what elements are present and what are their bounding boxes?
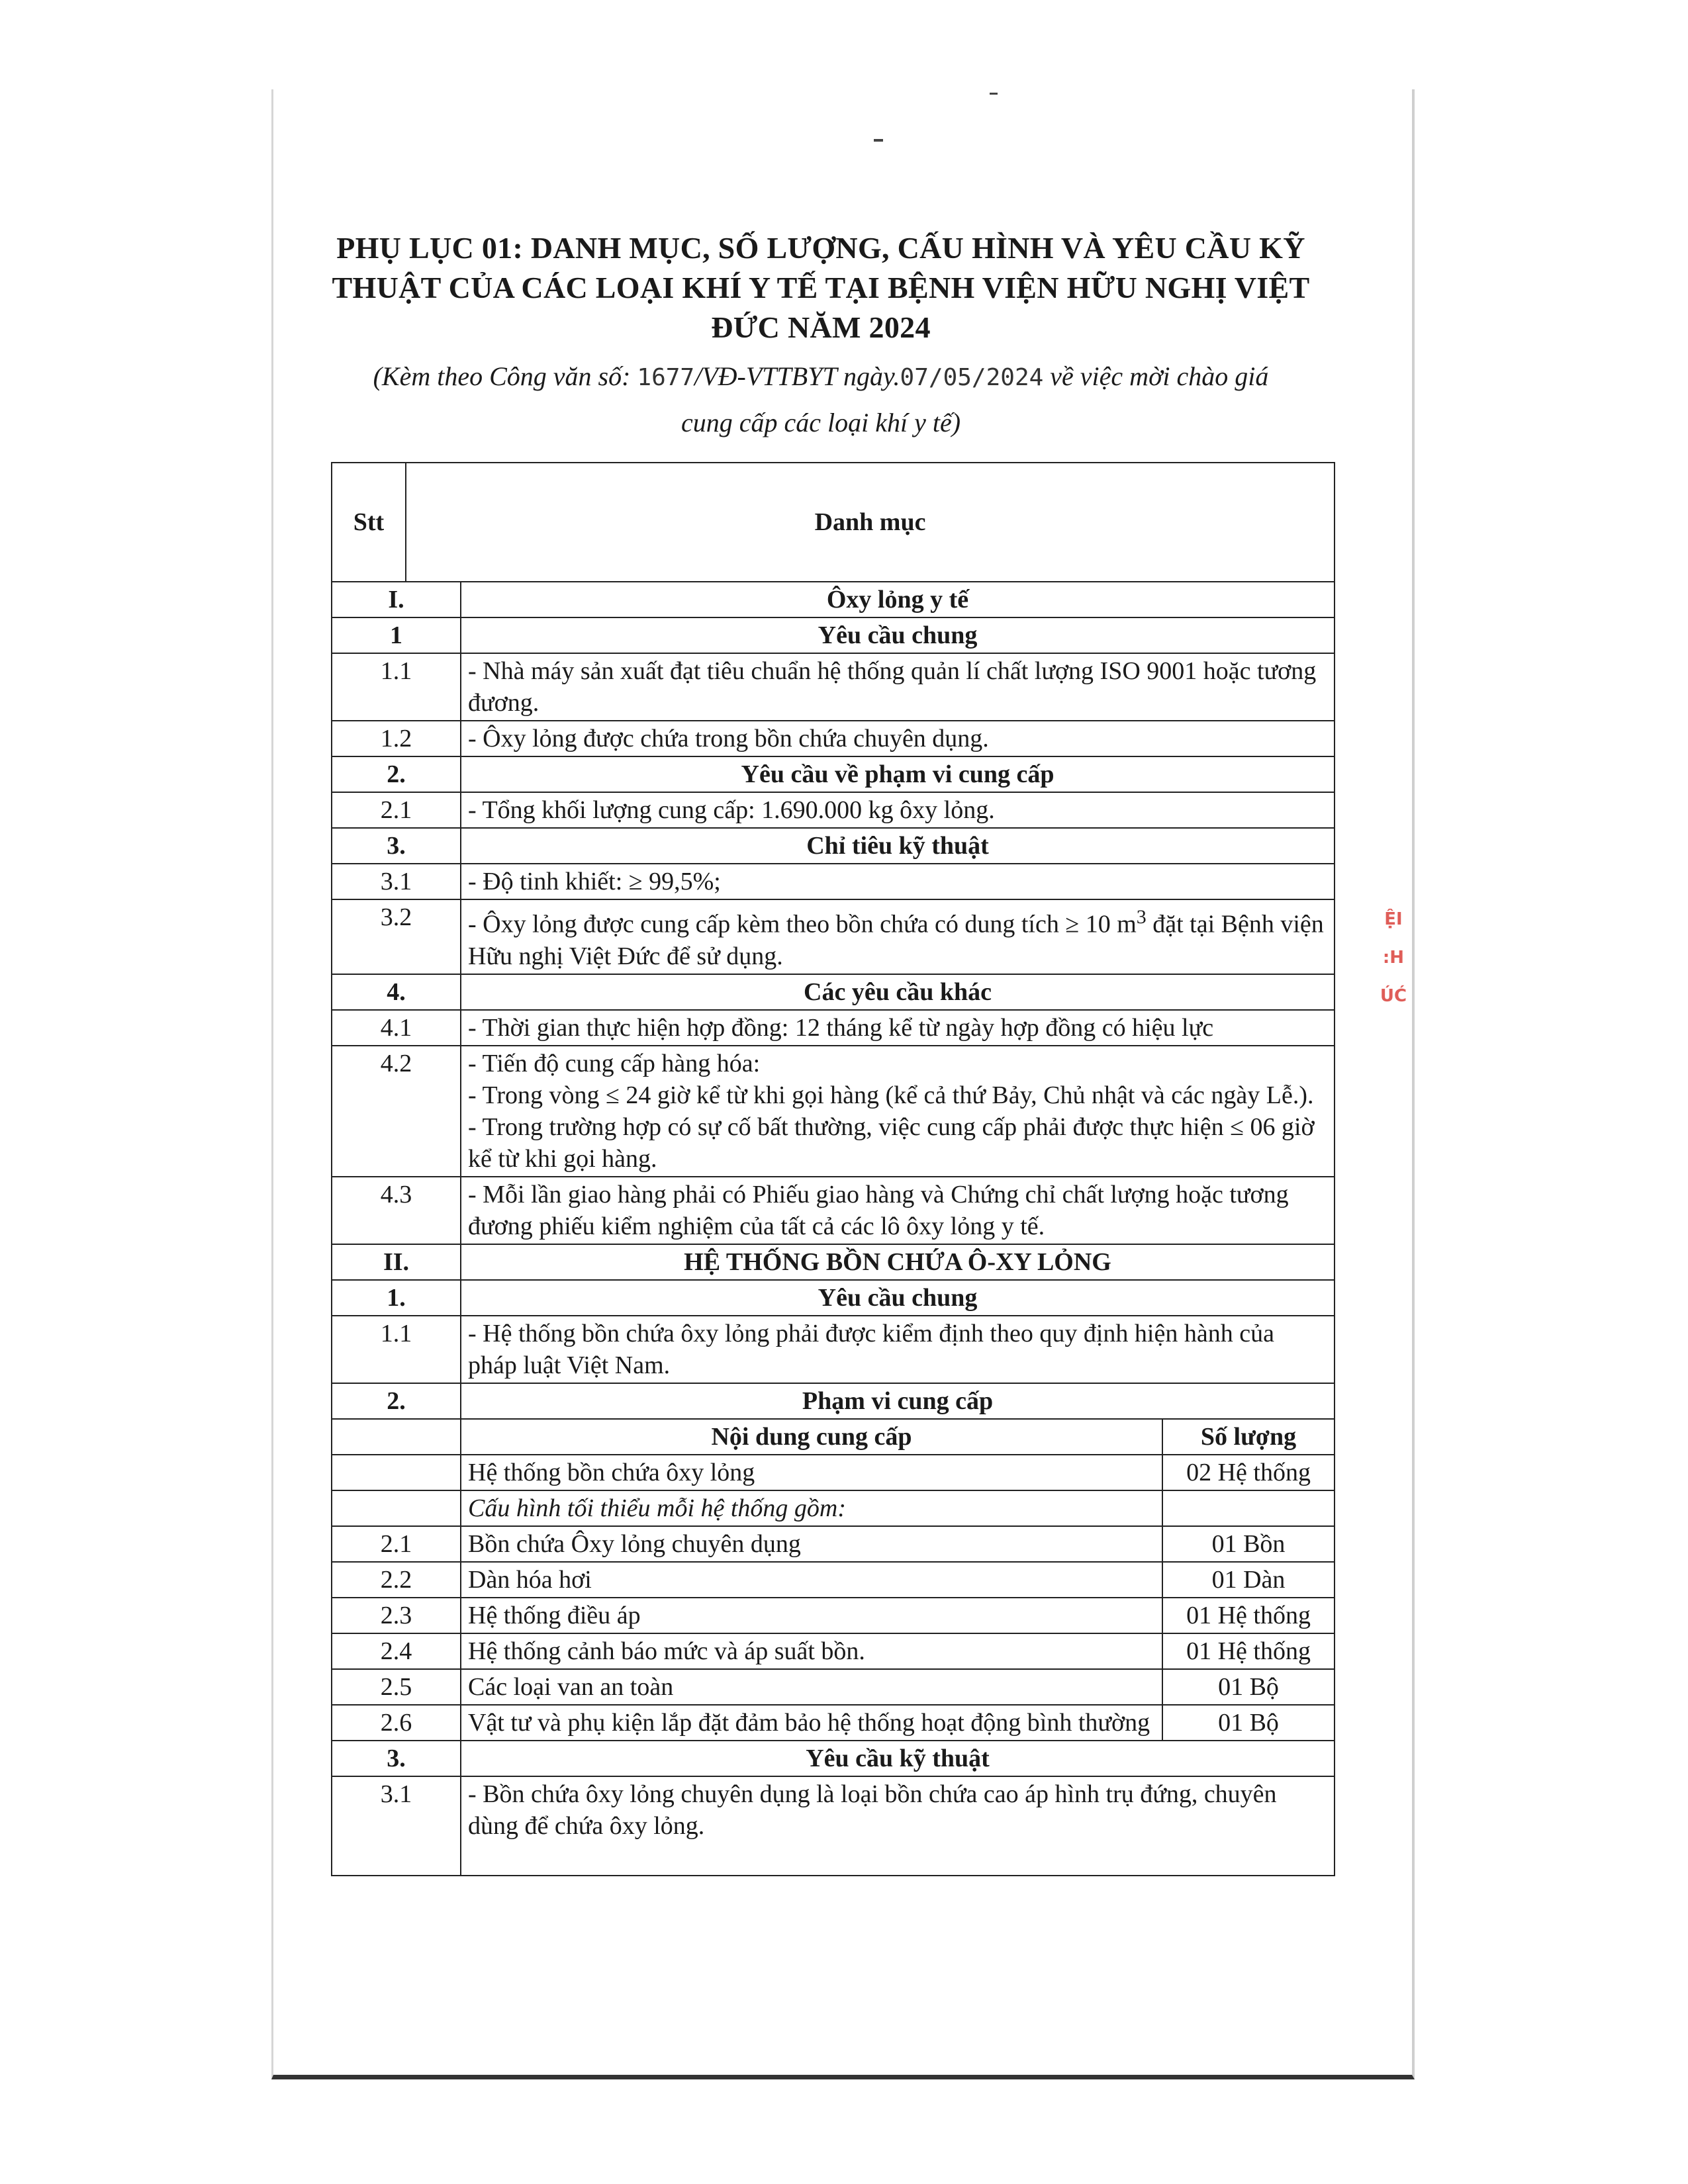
table-row (332, 792, 1335, 828)
row-text: - Thời gian thực hiện hợp đồng: 12 tháng kể từ ngày hợp đồng có hiệu lực (461, 1010, 1335, 1046)
handwritten-date: 07/05/2024 (900, 364, 1044, 391)
row-stt: II. (332, 1244, 461, 1280)
scope-qty: 01 Bồn (1162, 1526, 1335, 1562)
scope-row (332, 1562, 1335, 1598)
row-section-heading: Yêu cầu chung (461, 617, 1335, 653)
subtitle-part-2: /VĐ-VTTBYT ngày. (694, 361, 900, 391)
row-text: - Độ tinh khiết: ≥ 99,5%; (461, 864, 1335, 899)
stamp-fragment: ÚĆ (1380, 986, 1407, 1006)
scope-qty (1162, 1490, 1335, 1526)
scope-header-row (332, 1419, 1335, 1455)
handwritten-document-number: 1677 (637, 364, 695, 391)
scope-stt (332, 1490, 461, 1526)
row-text: - Ôxy lỏng được chứa trong bồn chứa chuyên dụng. (461, 721, 1335, 756)
row-stt: 1.1 (332, 653, 461, 721)
row-stt: 3.1 (332, 1776, 461, 1876)
row-stt: 3. (332, 828, 461, 864)
scope-stt: 2.1 (332, 1526, 461, 1562)
document-subtitle (311, 354, 1331, 445)
scope-qty: 01 Dàn (1162, 1562, 1335, 1598)
row-section-heading: Các yêu cầu khác (461, 974, 1335, 1010)
table-row (332, 653, 1335, 721)
row-stt: 1.2 (332, 721, 461, 756)
row-stt: 1. (332, 1280, 461, 1316)
row-text: - Nhà máy sản xuất đạt tiêu chuẩn hệ thống quản lí chất lượng ISO 9001 hoặc tương đương. (461, 653, 1335, 721)
row-text: - Bồn chứa ôxy lỏng chuyên dụng là loại bồn chứa cao áp hình trụ đứng, chuyên dùng để chứa ôxy lỏng. (461, 1776, 1335, 1876)
scope-qty: 01 Bộ (1162, 1705, 1335, 1741)
scope-stt: 2.4 (332, 1633, 461, 1669)
red-stamp-fragment (1374, 900, 1413, 1138)
row-section-heading: Yêu cầu chung (461, 1280, 1335, 1316)
row-stt: 2. (332, 756, 461, 792)
row-section-heading: Yêu cầu về phạm vi cung cấp (461, 756, 1335, 792)
scan-mark (990, 93, 998, 95)
table-row (332, 1316, 1335, 1383)
scan-mark (874, 139, 883, 142)
title-line-3: ĐỨC NĂM 2024 (711, 310, 931, 344)
table-row (332, 1741, 1335, 1776)
scope-qty: 01 Bộ (1162, 1669, 1335, 1705)
row-text (461, 899, 1335, 974)
scope-row (332, 1455, 1335, 1490)
title-line-1: PHỤ LỤC 01: DANH MỤC, SỐ LƯỢNG, CẤU HÌNH VÀ YÊU CẦU KỸ (336, 231, 1305, 265)
scope-stt (332, 1455, 461, 1490)
scope-qty: 02 Hệ thống (1162, 1455, 1335, 1490)
row-section-heading: Yêu cầu kỹ thuật (461, 1741, 1335, 1776)
table-row (332, 617, 1335, 653)
header-stt: Stt (332, 463, 406, 582)
scope-qty: 01 Hệ thống (1162, 1633, 1335, 1669)
table-row (332, 1244, 1335, 1280)
table-row (332, 864, 1335, 899)
table-row (332, 974, 1335, 1010)
title-line-2: THUẬT CỦA CÁC LOẠI KHÍ Y TẾ TẠI BỆNH VIỆN HỮU NGHỊ VIỆT (332, 271, 1310, 304)
row-stt: 2. (332, 1383, 461, 1419)
row-text-line: - Trong vòng ≤ 24 giờ kể từ khi gọi hàng (kể cả thứ Bảy, Chủ nhật và các ngày Lễ.). (468, 1081, 1314, 1109)
scope-stt: 2.3 (332, 1598, 461, 1633)
table-row (332, 1046, 1335, 1177)
scope-header-content: Nội dung cung cấp (461, 1419, 1162, 1455)
row-section-heading: Phạm vi cung cấp (461, 1383, 1335, 1419)
row-text: - Hệ thống bồn chứa ôxy lỏng phải được kiểm định theo quy định hiện hành của pháp luật Việt Nam. (461, 1316, 1335, 1383)
row-text-part-a: - Ôxy lỏng được cung cấp kèm theo bồn chứa có dung tích ≥ 10 m (468, 910, 1137, 938)
stamp-fragment: :H (1382, 948, 1405, 968)
row-stt: 4.1 (332, 1010, 461, 1046)
row-text-part-b: đặt tại Bệnh viện Hữu nghị Việt Đức để sử dụng. (468, 910, 1324, 970)
subtitle-line-1 (311, 354, 1331, 400)
scope-stt: 2.2 (332, 1562, 461, 1598)
row-text-line: - Trong trường hợp có sự cố bất thường, việc cung cấp phải được thực hiện ≤ 06 giờ kể từ khi gọi hàng. (468, 1113, 1315, 1173)
subtitle-part-3: về việc mời chào giá (1043, 361, 1269, 391)
row-section-heading: HỆ THỐNG BỒN CHỨA Ô-XY LỎNG (461, 1244, 1335, 1280)
table-row (332, 756, 1335, 792)
table-row (332, 582, 1335, 617)
row-section-heading: Ôxy lỏng y tế (461, 582, 1335, 617)
header-danh-muc: Danh mục (406, 463, 1335, 582)
subtitle-part-1: (Kèm theo Công văn số: (373, 361, 637, 391)
table-row (332, 721, 1335, 756)
scope-qty: 01 Hệ thống (1162, 1598, 1335, 1633)
scope-row (332, 1669, 1335, 1705)
row-stt: 3. (332, 1741, 461, 1776)
row-stt: 1.1 (332, 1316, 461, 1383)
specification-table (331, 462, 1334, 1876)
row-stt: 3.2 (332, 899, 461, 974)
scope-row (332, 1705, 1335, 1741)
row-stt: 4.3 (332, 1177, 461, 1244)
scope-header-empty (332, 1419, 461, 1455)
table-row (332, 1010, 1335, 1046)
row-stt: 3.1 (332, 864, 461, 899)
row-stt: I. (332, 582, 461, 617)
scope-row (332, 1526, 1335, 1562)
scope-row (332, 1633, 1335, 1669)
table-row (332, 1280, 1335, 1316)
scope-stt: 2.5 (332, 1669, 461, 1705)
table-row (332, 1776, 1335, 1876)
superscript-3: 3 (1136, 906, 1147, 928)
scope-row (332, 1598, 1335, 1633)
subtitle-line-2: cung cấp các loại khí y tế) (680, 408, 961, 437)
scope-row (332, 1490, 1335, 1526)
scope-content: Dàn hóa hơi (461, 1562, 1162, 1598)
scope-stt: 2.6 (332, 1705, 461, 1741)
stamp-fragment: ỆI (1384, 909, 1403, 929)
row-text: - Mỗi lần giao hàng phải có Phiếu giao hàng và Chứng chỉ chất lượng hoặc tương đương phiếu kiểm nghiệm của tất cả các lô ôxy lỏng y tế. (461, 1177, 1335, 1244)
scope-content: Hệ thống cảnh báo mức và áp suất bồn. (461, 1633, 1162, 1669)
row-text (461, 1046, 1335, 1177)
scope-content: Vật tư và phụ kiện lắp đặt đảm bảo hệ thống hoạt động bình thường (461, 1705, 1162, 1741)
table-row (332, 1383, 1335, 1419)
table-row (332, 828, 1335, 864)
scope-header-qty: Số lượng (1162, 1419, 1335, 1455)
table-header-row (332, 463, 1335, 582)
table-row (332, 1177, 1335, 1244)
row-section-heading: Chỉ tiêu kỹ thuật (461, 828, 1335, 864)
row-text: - Tổng khối lượng cung cấp: 1.690.000 kg ôxy lỏng. (461, 792, 1335, 828)
table-row (332, 899, 1335, 974)
row-stt: 4.2 (332, 1046, 461, 1177)
scope-content: Cấu hình tối thiểu mỗi hệ thống gồm: (461, 1490, 1162, 1526)
row-text-line: - Tiến độ cung cấp hàng hóa: (468, 1049, 761, 1077)
specification-table-grid (331, 462, 1335, 1876)
row-stt: 2.1 (332, 792, 461, 828)
document-title (311, 228, 1331, 347)
scope-content: Hệ thống bồn chứa ôxy lỏng (461, 1455, 1162, 1490)
scope-content: Bồn chứa Ôxy lỏng chuyên dụng (461, 1526, 1162, 1562)
row-stt: 1 (332, 617, 461, 653)
scope-content: Hệ thống điều áp (461, 1598, 1162, 1633)
scope-content: Các loại van an toàn (461, 1669, 1162, 1705)
row-stt: 4. (332, 974, 461, 1010)
